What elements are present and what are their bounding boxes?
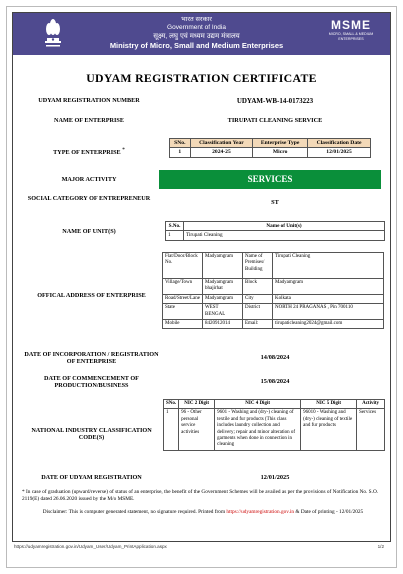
type-col-type: Enterprise Type	[253, 139, 308, 148]
certificate-title: UDYAM REGISTRATION CERTIFICATE	[86, 71, 317, 85]
disclaimer	[22, 509, 384, 516]
nic-label: NATIONAL INDUSTRY CLASSIFICATION CODE(S)	[31, 427, 152, 442]
addr-key: Email:	[243, 320, 273, 329]
nic-col-activity: Activity	[357, 400, 385, 409]
table-row	[163, 253, 384, 279]
nic-table	[163, 399, 385, 451]
addr-key: Name of Premises/ Building	[243, 253, 273, 279]
nic-col-sno: SNo.	[164, 400, 179, 409]
nic-col-4digit: NIC 4 Digit	[215, 400, 301, 409]
incorporation-label: DATE OF INCORPORATION / REGISTRATION OF ENTERPRISE	[24, 351, 159, 366]
commencement-label: DATE OF COMMENCEMENT OF PRODUCTION/BUSINESS	[44, 375, 139, 390]
social-category-label: SOCIAL CATEGORY OF ENTREPRENEUR	[27, 195, 151, 202]
udyam-portal-link[interactable]: https://udyamregistration.gov.in	[226, 509, 295, 515]
units-cell-name: Tirupati Cleaning	[184, 231, 385, 240]
table-row	[163, 320, 384, 329]
table-row	[163, 279, 384, 295]
nic-col-2digit: NIC 2 Digit	[179, 400, 215, 409]
msme-logo-tagline: MICRO, SMALL & MEDIUM ENTERPRISES	[328, 32, 374, 41]
footnote: * In case of graduation (upward/reverse) of status of an enterprise, the benefit of the Government Schemes will be availed as per the provisions of Notification No. S.O. 2119(E) dated 26.06.2020 issued by the M/o MSME.	[22, 489, 379, 502]
units-cell-sno: 1	[166, 231, 184, 240]
udyam-date-label: DATE OF UDYAM REGISTRATION	[41, 474, 142, 481]
government-heading	[73, 16, 320, 51]
type-cell-year: 2024-25	[190, 148, 253, 157]
enterprise-type-label	[24, 147, 154, 156]
addr-key: Village/Town	[163, 279, 203, 295]
udyam-date-value: 12/01/2025	[260, 474, 290, 481]
addr-value: Madyamgram	[203, 294, 243, 303]
nic-cell-sno: 1	[164, 409, 179, 450]
english-ministry-text: Ministry of Micro, Small and Medium Enterprises	[109, 41, 284, 50]
enterprise-name-value: TIRUPATI CLEANING SERVICE	[227, 117, 323, 124]
commencement-value: 15/08/2024	[260, 378, 290, 385]
units-col-sno: S.No.	[166, 222, 184, 231]
type-cell-sno: 1	[170, 148, 191, 157]
addr-key: Road/Street/Lane	[163, 294, 203, 303]
address-table	[162, 252, 384, 329]
nic-cell-4digit: 9601 - Washing and (dry-) cleaning of textile and fur products (This class includes laundry collection and delivery; repair and minor alteration of garments when done in connection in cleaning	[215, 409, 301, 450]
social-category-value: ST	[271, 199, 279, 206]
units-table	[165, 221, 385, 241]
type-cell-date: 12/01/2025	[308, 148, 371, 157]
reg-number-label: UDYAM REGISTRATION NUMBER	[38, 97, 140, 104]
national-emblem-icon	[41, 16, 65, 50]
table-row	[163, 294, 384, 303]
table-row	[170, 148, 371, 157]
units-label: NAME OF UNIT(S)	[62, 228, 116, 235]
addr-key: Mobile	[163, 320, 203, 329]
addr-value: Madyamgram bhajirhat	[203, 279, 243, 295]
enterprise-name-label: NAME OF ENTERPRISE	[54, 117, 124, 124]
type-col-sno: SNo.	[170, 139, 191, 148]
type-cell-type: Micro	[253, 148, 308, 157]
msme-logo-text: MSME	[331, 18, 371, 32]
msme-logo	[320, 19, 382, 42]
incorporation-value: 14/08/2024	[260, 354, 290, 361]
nic-cell-5digit: 96010 - Washing and (dry-) cleaning of textile and fur products	[301, 409, 357, 450]
page-number: 1/2	[377, 544, 384, 549]
disclaimer-date-text: & Date of printing - 12/01/2025	[294, 509, 364, 515]
addr-value: Tirupati Cleaning	[273, 253, 384, 279]
addr-value: Kolkata	[273, 294, 384, 303]
table-row	[163, 304, 384, 320]
enterprise-type-table	[169, 138, 371, 158]
print-footer	[14, 544, 388, 549]
table-row	[166, 231, 385, 240]
addr-email: tirupaticleaning2024@gmail.com	[273, 320, 384, 329]
addr-key: Block	[243, 279, 273, 295]
type-col-date: Classification Date	[308, 139, 371, 148]
type-col-year: Classification Year	[190, 139, 253, 148]
print-url: https://udyamregistration.gov.in/Udyam_User/Udyam_PrintApplication.aspx	[14, 544, 167, 549]
header-banner	[13, 13, 390, 55]
addr-value: NORTH 24 PRAGANAS , Pin 700110	[273, 304, 384, 320]
english-gov-text: Government of India	[167, 24, 226, 31]
hindi-gov-text: भारत सरकार	[181, 16, 212, 23]
nic-col-5digit: NIC 5 Digit	[301, 400, 357, 409]
nic-cell-2digit: 96 - Other personal service activities	[179, 409, 215, 450]
disclaimer-text: Disclaimer: This is computer generated statement, no signature required. Printed from	[42, 509, 227, 515]
addr-value: WEST BENGAL	[203, 304, 243, 320]
footnote-star: *	[122, 147, 125, 153]
reg-number-value: UDYAM-WB-14-0173223	[236, 97, 314, 105]
addr-value: Madyamgram	[203, 253, 243, 279]
hindi-ministry-text: सूक्ष्म, लघु एवं मध्यम उद्यम मंत्रालय	[153, 33, 240, 40]
addr-key: Flat/Door/Block No.	[163, 253, 203, 279]
major-activity-value: SERVICES	[159, 170, 381, 189]
table-row	[164, 409, 385, 450]
address-label: OFFICAL ADDRESS OF ENTERPRISE	[37, 292, 146, 299]
addr-key: District	[243, 304, 273, 320]
nic-cell-activity: Services	[357, 409, 385, 450]
addr-value: Madyamgram	[273, 279, 384, 295]
units-col-name: Name of Unit(s)	[184, 222, 385, 231]
addr-key: City	[243, 294, 273, 303]
enterprise-type-label-text: TYPE OF ENTERPRISE	[53, 149, 121, 157]
major-activity-label: MAJOR ACTIVITY	[61, 176, 117, 183]
addr-value: 8420912014	[203, 320, 243, 329]
addr-key: State	[163, 304, 203, 320]
